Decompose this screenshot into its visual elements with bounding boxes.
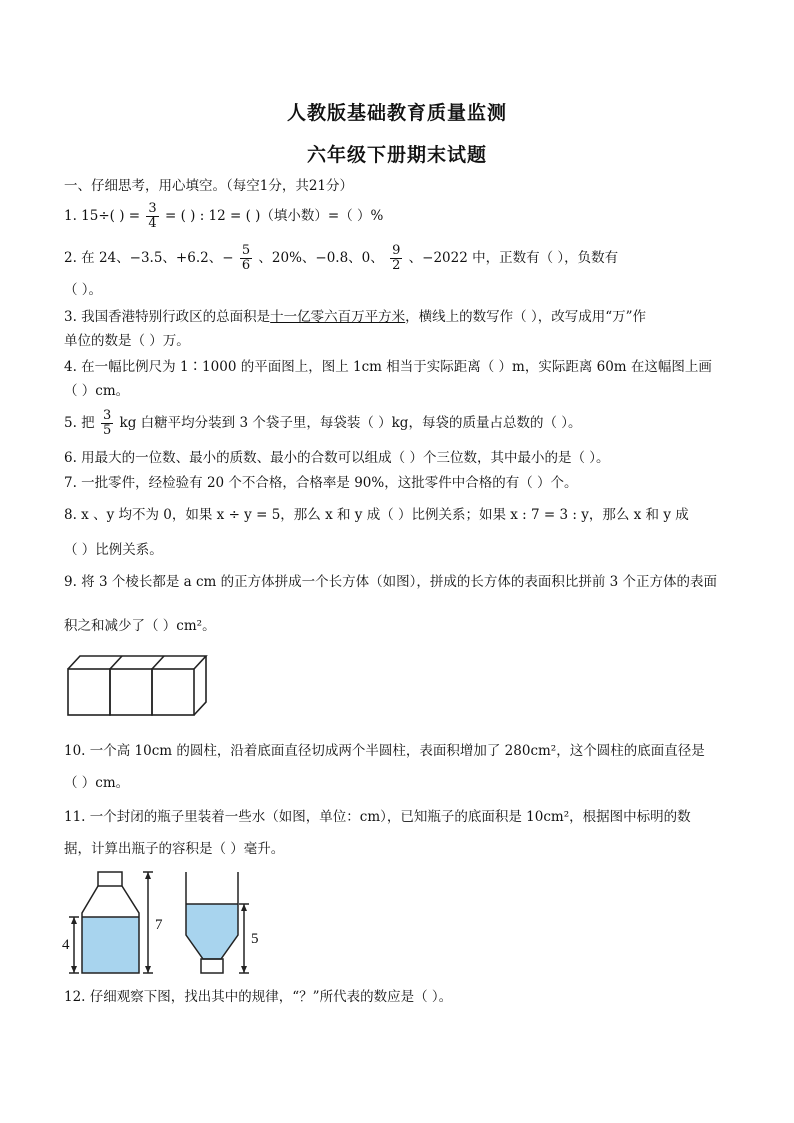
cubes-side-face xyxy=(194,656,206,715)
q5-fraction xyxy=(101,409,113,438)
question-3 xyxy=(64,308,646,326)
q1-fraction xyxy=(146,202,158,231)
q8-line1: 8. x 、y 均不为 0，如果 x ÷ y = 5，那么 x 和 y 成（ ）比例关系；如果 x : 7 = 3 : y，那么 x 和 y 成 xyxy=(64,507,689,523)
q1-frac-den: 4 xyxy=(148,216,157,231)
exam-subtitle: 六年级下册期末试题 xyxy=(306,144,487,166)
q4-line2: （ ）cm。 xyxy=(64,383,130,399)
question-2 xyxy=(64,244,618,273)
q2-frac2-num: 9 xyxy=(392,243,401,258)
q4-line1: 4. 在一幅比例尺为 1∶1000 的平面图上，图上 1cm 相当于实际距离（ ）m，实际距离 60m 在这幅图上画 xyxy=(64,359,712,375)
q2-fraction-1 xyxy=(240,244,252,273)
q2-frac1-den: 6 xyxy=(241,258,251,273)
q11-line1: 11. 一个封闭的瓶子里装着一些水（如图，单位：cm），已知瓶子的底面积是 10cm²，根据图中标明的数 xyxy=(64,809,691,825)
q2-part-c: 、−2022 中，正数有（ ），负数有 xyxy=(408,250,619,266)
q11-line2: 据，计算出瓶子的容积是（ ）毫升。 xyxy=(64,841,285,857)
cube-front-3 xyxy=(152,669,194,715)
q1-suffix: = ( ) : 12 = ( )（填小数）=（ ）% xyxy=(164,208,384,224)
question-1 xyxy=(64,202,383,231)
water-fill-upright xyxy=(82,917,139,973)
bottle-cap-upright xyxy=(98,872,122,886)
question-5 xyxy=(64,409,582,438)
cubes-top-face xyxy=(68,656,206,669)
q9-line2: 积之和减少了（ ）cm²。 xyxy=(64,618,216,634)
label-5: 5 xyxy=(251,931,259,947)
q10-line2: （ ）cm。 xyxy=(64,775,130,791)
q3-underlined-number: 十一亿零六百万平方米 xyxy=(270,309,406,325)
cube-front-2 xyxy=(110,669,152,715)
q2-part-a: 2. 在 24、−3.5、+6.2、− xyxy=(64,250,234,266)
question-12: 12. 仔细观察下图，找出其中的规律，“？”所代表的数应是（ ）。 xyxy=(64,989,453,1005)
q2-fraction-2 xyxy=(390,244,402,273)
three-cubes-figure xyxy=(66,653,210,717)
q8-line2: （ ）比例关系。 xyxy=(64,542,163,558)
q9-line1: 9. 将 3 个棱长都是 a cm 的正方体拼成一个长方体（如图），拼成的长方体的表面积比拼前 3 个正方体的表面 xyxy=(64,574,718,590)
bottle-inverted-figure xyxy=(178,868,268,978)
q2-line2: （ ）。 xyxy=(64,282,103,298)
q2-frac1-num: 5 xyxy=(241,243,251,258)
q5-part-b: kg 白糖平均分装到 3 个袋子里，每袋装（ ）kg，每袋的质量占总数的（ ）。 xyxy=(119,415,582,431)
q5-part-a: 5. 把 xyxy=(64,415,95,431)
bottle-cap-inverted xyxy=(201,959,223,973)
q2-frac2-den: 2 xyxy=(392,258,401,273)
exam-title: 人教版基础教育质量监测 xyxy=(286,102,507,124)
q5-frac-den: 5 xyxy=(102,423,112,438)
q3-part-b: ，横线上的数写作（ ），改写成用“万”作 xyxy=(405,309,647,325)
label-4: 4 xyxy=(62,937,70,953)
q1-prefix: 1. 15÷( ) = xyxy=(64,208,141,224)
water-fill-inverted xyxy=(186,904,238,959)
q3-part-a: 3. 我国香港特别行政区的总面积是 xyxy=(64,309,271,325)
question-6: 6. 用最大的一位数、最小的质数、最小的合数可以组成（ ）个三位数，其中最小的是（ ）。 xyxy=(64,450,610,466)
question-7: 7. 一批零件，经检验有 20 个不合格，合格率是 90%，这批零件中合格的有（ ）个。 xyxy=(64,475,578,491)
label-7: 7 xyxy=(155,917,163,933)
q3-line2: 单位的数是（ ）万。 xyxy=(64,333,190,349)
section1-heading: 一、仔细思考，用心填空。（每空1分，共21分） xyxy=(64,178,354,194)
q2-part-b: 、20%、−0.8、0、 xyxy=(258,250,384,266)
cube-front-1 xyxy=(68,669,110,715)
q1-frac-num: 3 xyxy=(148,201,157,216)
bottle-upright-figure xyxy=(62,868,170,978)
q5-frac-num: 3 xyxy=(102,408,112,423)
q10-line1: 10. 一个高 10cm 的圆柱，沿着底面直径切成两个半圆柱，表面积增加了 280cm²，这个圆柱的底面直径是 xyxy=(64,743,705,759)
